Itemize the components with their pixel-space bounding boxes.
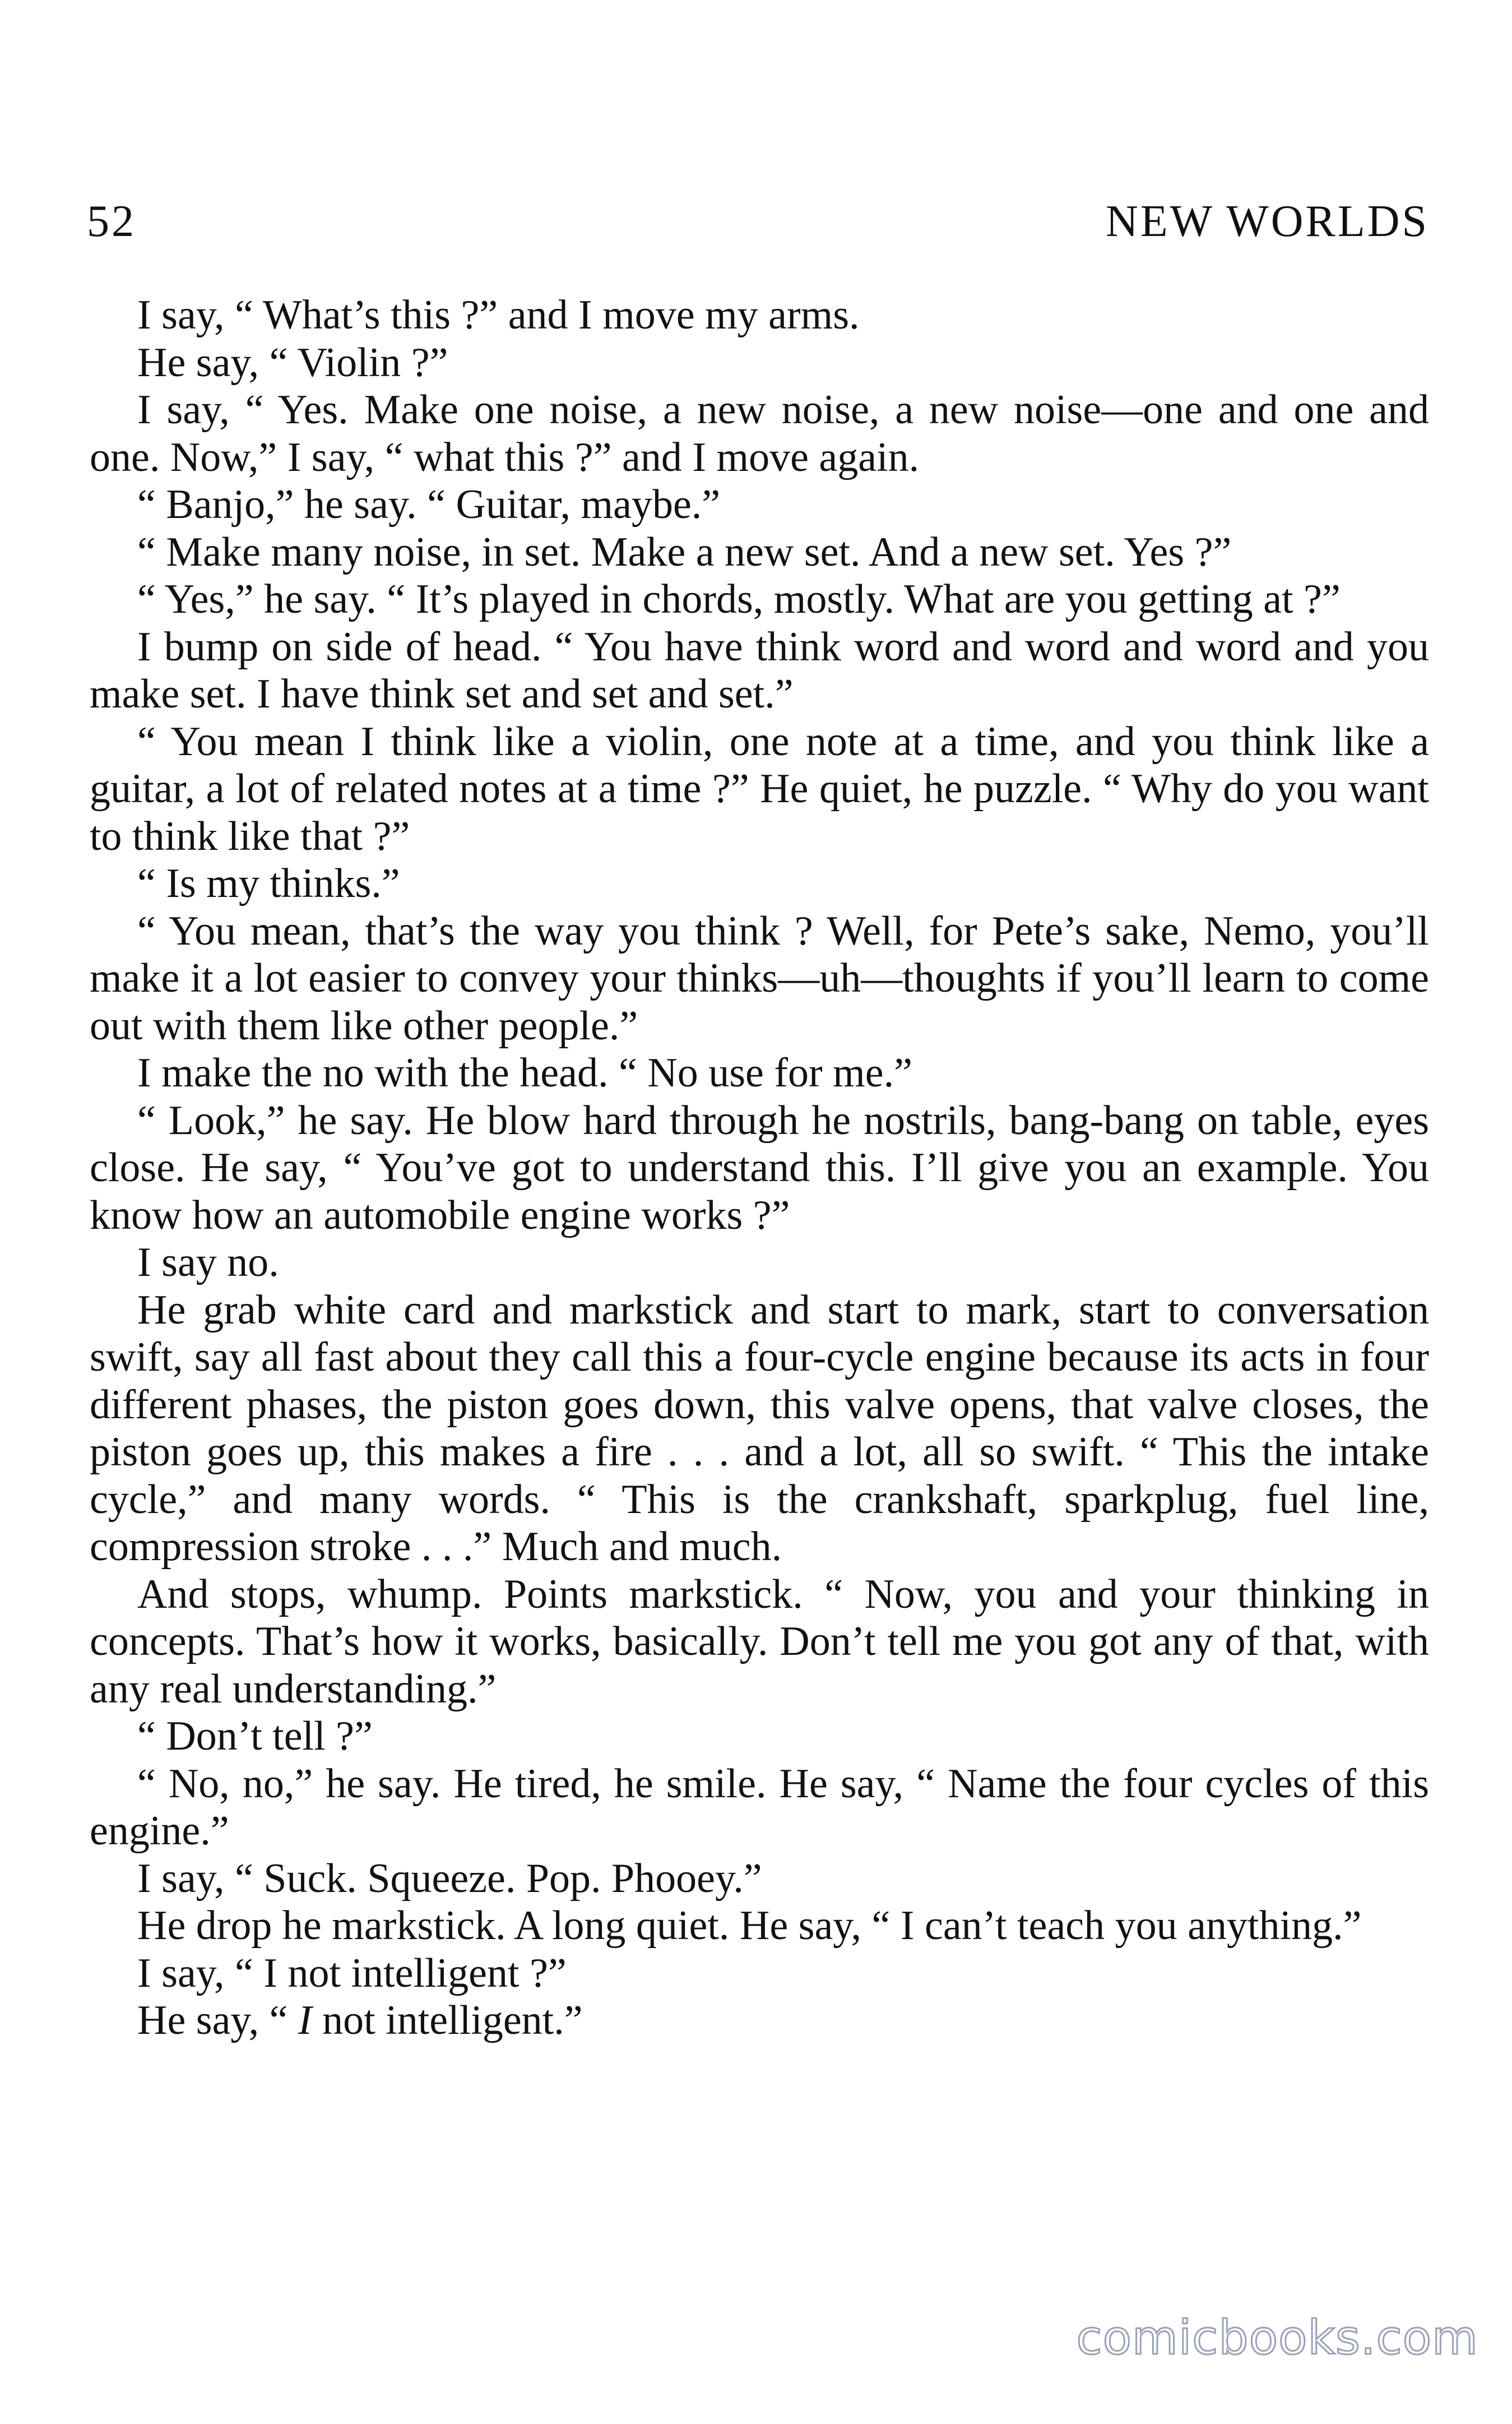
- page-number: 52: [87, 197, 136, 246]
- paragraph: I make the no with the head. “ No use for me.”: [137, 1050, 912, 1096]
- text-run: He say, “: [137, 1997, 298, 2043]
- running-title: NEW WORLDS: [1105, 197, 1429, 246]
- paragraph: “ Banjo,” he say. “ Guitar, maybe.”: [137, 482, 721, 528]
- watermark: comicbooks.com: [1076, 2310, 1478, 2365]
- paragraph: I say, “ What’s this ?” and I move my arms.: [137, 292, 860, 338]
- paragraph: “ No, no,” he say. He tired, he smile. He say, “ Name the four cycles of this engine.”: [90, 1760, 1429, 1854]
- italic-emphasis: I: [298, 1997, 312, 2043]
- text-run: not intelligent.”: [312, 1997, 583, 2043]
- paragraph: He drop he markstick. A long quiet. He say, “ I can’t teach you anything.”: [137, 1903, 1362, 1949]
- paragraph: I say, “ Yes. Make one noise, a new noise, a new noise—one and one and one. Now,” I say, “ what this ?” and I move again.: [90, 387, 1429, 480]
- paragraph: “ Look,” he say. He blow hard through he nostrils, bang-bang on table, eyes close. He say, “ You’ve got to understand this. I’ll give you an example. You know how an automobile engine works ?”: [90, 1097, 1429, 1238]
- paragraph: I bump on side of head. “ You have think word and word and word and you make set. I have think set and set and set.”: [90, 623, 1429, 717]
- paragraph: “ Don’t tell ?”: [137, 1713, 373, 1759]
- paragraph: “ You mean I think like a violin, one note at a time, and you think like a guitar, a lot of related notes at a time ?” He quiet, he puzzle. “ Why do you want to think like that ?”: [90, 718, 1429, 859]
- paragraph: “ You mean, that’s the way you think ? Well, for Pete’s sake, Nemo, you’ll make it a lot easier to convey your thinks—uh—thoughts if you’ll learn to come out with them like other people.”: [90, 908, 1429, 1049]
- paragraph: He grab white card and markstick and start to mark, start to conversation swift, say all fast about they call this a four-cycle engine because its acts in four different phases, the piston goes down, this valve opens, that valve closes, the piston goes up, this makes a fire . . . and a lot, all so swift. “ This the intake cycle,” and many words. “ This is the crankshaft, sparkplug, fuel line, compression stroke . . .” Much and much.: [90, 1287, 1429, 1570]
- paragraph-last: [90, 1997, 1429, 2044]
- paragraph: “ Is my thinks.”: [137, 861, 400, 906]
- paragraph: “ Make many noise, in set. Make a new set. And a new set. Yes ?”: [137, 529, 1232, 575]
- paragraph: “ Yes,” he say. “ It’s played in chords, mostly. What are you getting at ?”: [137, 576, 1341, 622]
- paragraph: He say, “ Violin ?”: [137, 339, 448, 386]
- body-text: [90, 292, 1429, 2044]
- paragraph: I say, “ Suck. Squeeze. Pop. Phooey.”: [137, 1855, 762, 1902]
- paragraph: I say, “ I not intelligent ?”: [137, 1950, 567, 1996]
- page-header: [87, 196, 1429, 252]
- paragraph: I say no.: [137, 1239, 279, 1285]
- paragraph: And stops, whump. Points markstick. “ Now, you and your thinking in concepts. That’s how it works, basically. Don’t tell me you got any of that, with any real understanding.”: [90, 1571, 1429, 1712]
